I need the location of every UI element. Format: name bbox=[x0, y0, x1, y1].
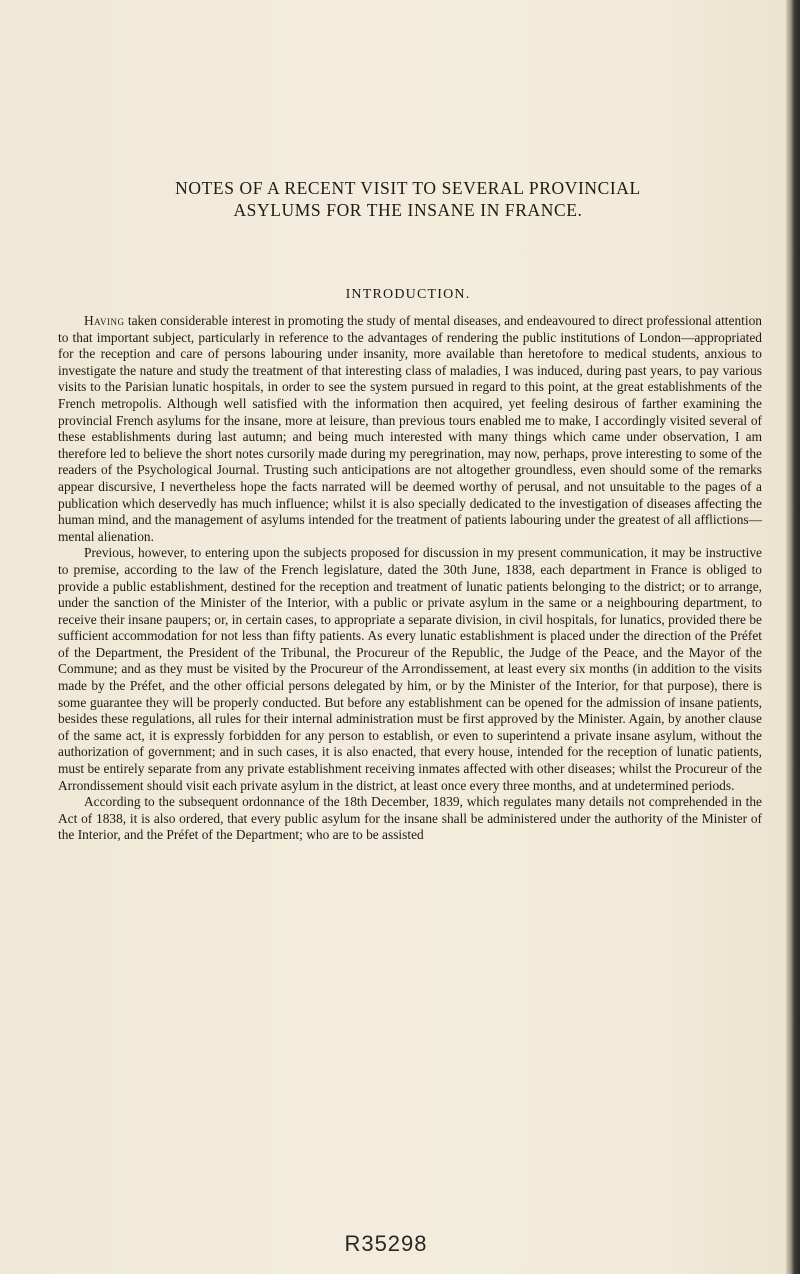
body-text bbox=[58, 313, 762, 844]
title-line-1: NOTES OF A RECENT VISIT TO SEVERAL PROVINCIAL bbox=[175, 178, 641, 198]
handwritten-catalogue-mark: R35298 bbox=[344, 1231, 428, 1256]
title-line-2: ASYLUMS FOR THE INSANE IN FRANCE. bbox=[233, 200, 583, 220]
paragraph-1-lead: Having bbox=[84, 313, 125, 328]
paragraph-3: According to the subsequent ordonnance of the 18th December, 1839, which regulates many details not comprehended in the Act of 1838, it is also ordered, that every public asylum for the insane shall be administered under the authority of the Minister of the Interior, and the Préfet of the Department; who are to be assisted bbox=[58, 794, 762, 843]
paragraph-1-text: taken considerable interest in promoting the study of mental diseases, and endeavoured to direct professional attention to that important subject, particularly in reference to the advantages of rendering the public institutions of London—appropriated for the reception and care of persons labouring under insanity, more available than heretofore to medical students, anxious to investigate the nature and study the treatment of that interesting class of maladies, I was induced, during past years, to pay various visits to the Parisian lunatic hospitals, in order to see the system pursued in regard to this point, at the great establishments of the French metropolis. Although well satisfied with the information then acquired, yet feeling desirous of farther examining the provincial French asylums for the insane, more at leisure, than previous tours enabled me to make, I accordingly visited several of these establishments during last autumn; and being much interested with many things which came under observation, I am therefore led to believe the short notes cursorily made during my peregrination, may now, perhaps, prove interesting to some of the readers of the Psychological Journal. Trusting such anticipations are not altogether groundless, even should some of the remarks appear discursive, I nevertheless hope the facts narrated will be deemed worthy of perusal, and not unsuitable to the pages of a publication which deservedly has much influence; whilst it is also specially dedicated to the investigation of diseases affecting the human mind, and the management of asylums intended for the treatment of patients labouring under the greatest of all afflictions—mental alienation. bbox=[58, 313, 762, 544]
section-heading: INTRODUCTION. bbox=[345, 287, 471, 302]
paragraph-1 bbox=[58, 313, 762, 545]
paragraph-2: Previous, however, to entering upon the subjects proposed for discussion in my present communication, it may be instructive to premise, according to the law of the French legislature, dated the 30th June, 1838, each department in France is obliged to provide a public establishment, destined for the reception and treatment of lunatic patients belonging to the district; or to arrange, under the sanction of the Minister of the Interior, with a public or private asylum in the same or a neighbouring department, to receive their insane paupers; or, in certain cases, to appropriate a separate division, in civil hospitals, for lunatics, provided there be sufficient accommodation for not less than fifty patients. As every lunatic establishment is placed under the direction of the Préfet of the Department, the President of the Tribunal, the Procureur of the Republic, the Judge of the Peace, and the Mayor of the Commune; and as they must be visited by the Procureur of the Arrondissement, at least every six months (in addition to the visits made by the Préfet, and the other official persons delegated by him, or by the Minister of the Interior, for that purpose), there is some guarantee they will be properly conducted. But before any establishment can be opened for the admission of insane patients, besides these regulations, all rules for their internal administration must be first approved by the Minister. Again, by another clause of the same act, it is expressly forbidden for any person to establish, or even to superintend a private insane asylum, without the authorization of government; and in such cases, it is also enacted, that every house, intended for the reception of lunatic patients, must be entirely separate from any private establishment receiving inmates affected with other diseases; whilst the Procureur of the Arrondissement should visit each private asylum in the district, at least once every three months, and at undetermined periods. bbox=[58, 545, 762, 793]
page-edge-shadow bbox=[786, 0, 800, 1274]
